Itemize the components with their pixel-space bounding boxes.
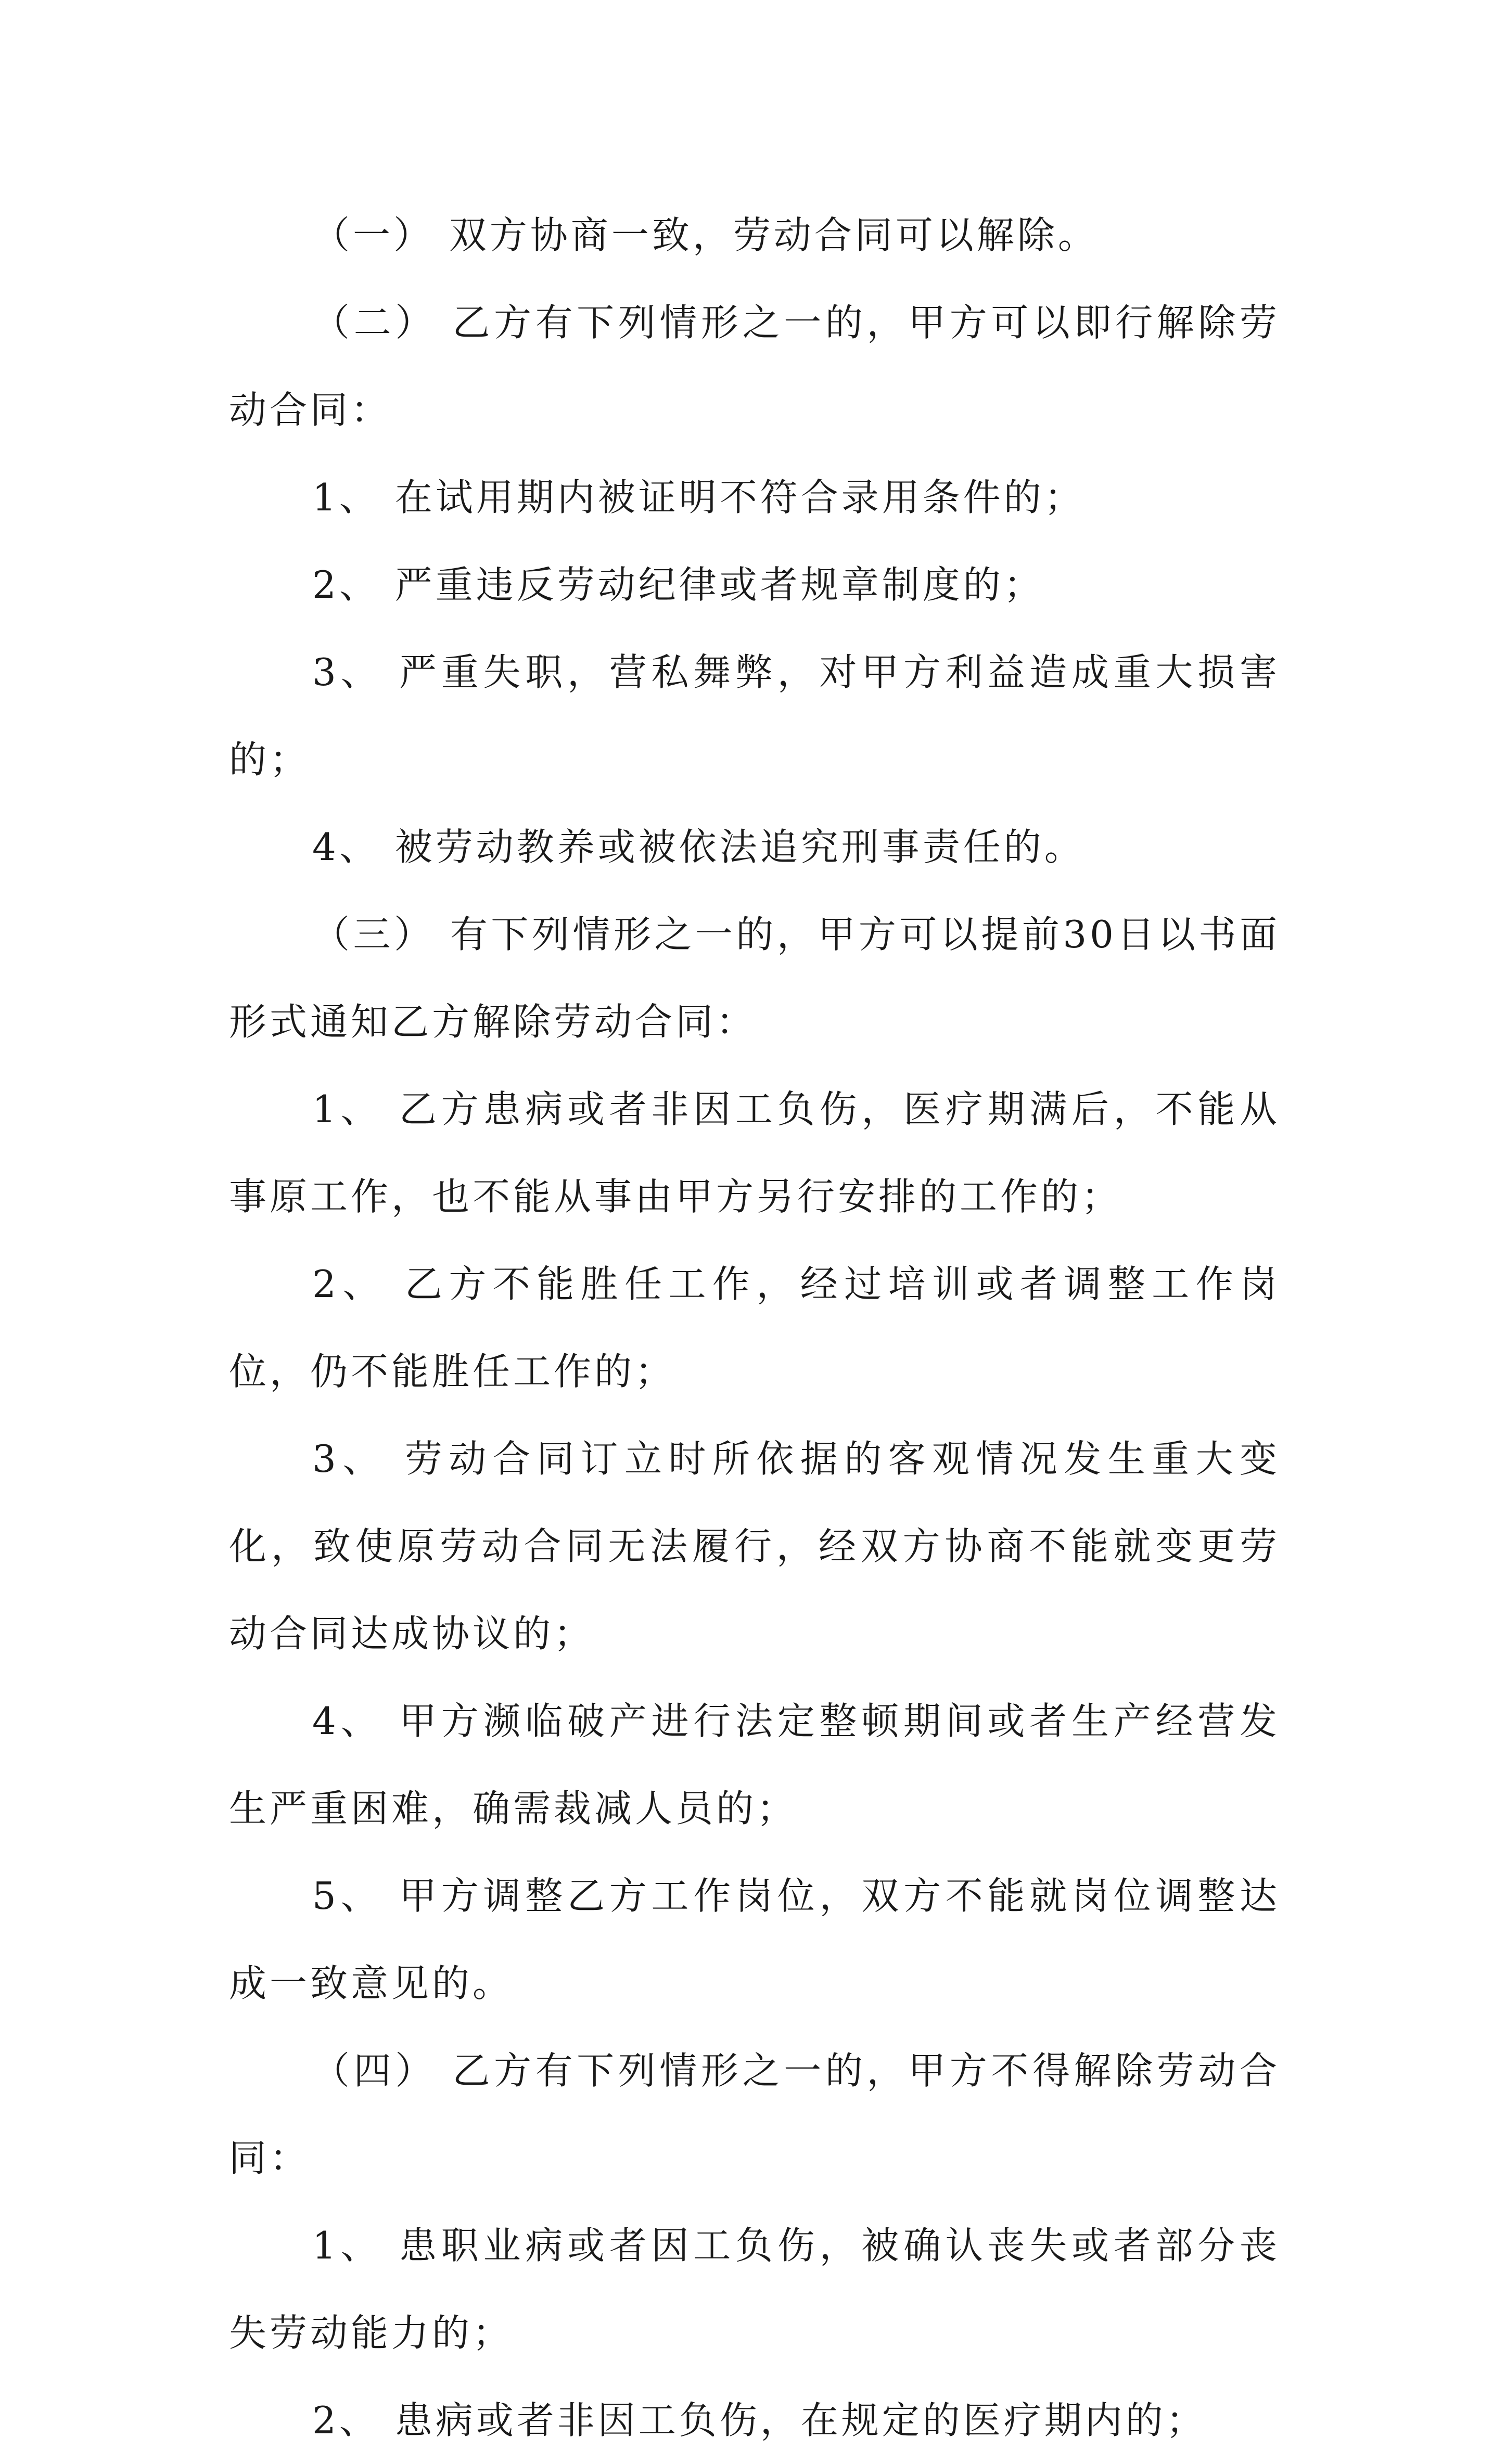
list-item: 3、 劳动合同订立时所依据的客观情况发生重大变化，致使原劳动合同无法履行，经双方协商不能就变更劳动合同达成协议的； [229, 1437, 1280, 1656]
list-item: 5、 甲方调整乙方工作岗位，双方不能就岗位调整达成一致意见的。 [229, 1874, 1280, 2005]
paragraph-clause-3: （三） 有下列情形之一的，甲方可以提前30日以书面形式通知乙方解除劳动合同： [229, 913, 1280, 1044]
list-item: 4、 甲方濒临破产进行法定整顿期间或者生产经营发生严重困难，确需裁减人员的； [229, 1699, 1280, 1830]
paragraph-clause-4: （四） 乙方有下列情形之一的，甲方不得解除劳动合同： [229, 2049, 1280, 2180]
list-item: 2、 严重违反劳动纪律或者规章制度的； [312, 563, 1044, 607]
list-item: 3、 严重失职，营私舞弊，对甲方利益造成重大损害的； [229, 650, 1280, 781]
paragraph-clause-1: （一） 双方协商一致，劳动合同可以解除。 [312, 213, 1099, 257]
document-body [229, 191, 1280, 2464]
list-item: 1、 患职业病或者因工负伤，被确认丧失或者部分丧失劳动能力的； [229, 2224, 1280, 2355]
list-item: 4、 被劳动教养或被依法追究刑事责任的。 [312, 825, 1085, 869]
list-item: 1、 乙方患病或者非因工负伤，医疗期满后，不能从事原工作，也不能从事由甲方另行安排的工作的； [229, 1087, 1280, 1218]
list-item: 2、 患病或者非因工负伤，在规定的医疗期内的； [312, 2398, 1207, 2442]
paragraph-clause-2: （二） 乙方有下列情形之一的，甲方可以即行解除劳动合同： [229, 301, 1280, 432]
list-item: 1、 在试用期内被证明不符合录用条件的； [312, 476, 1085, 519]
list-item: 2、 乙方不能胜任工作，经过培训或者调整工作岗位，仍不能胜任工作的； [229, 1262, 1280, 1393]
